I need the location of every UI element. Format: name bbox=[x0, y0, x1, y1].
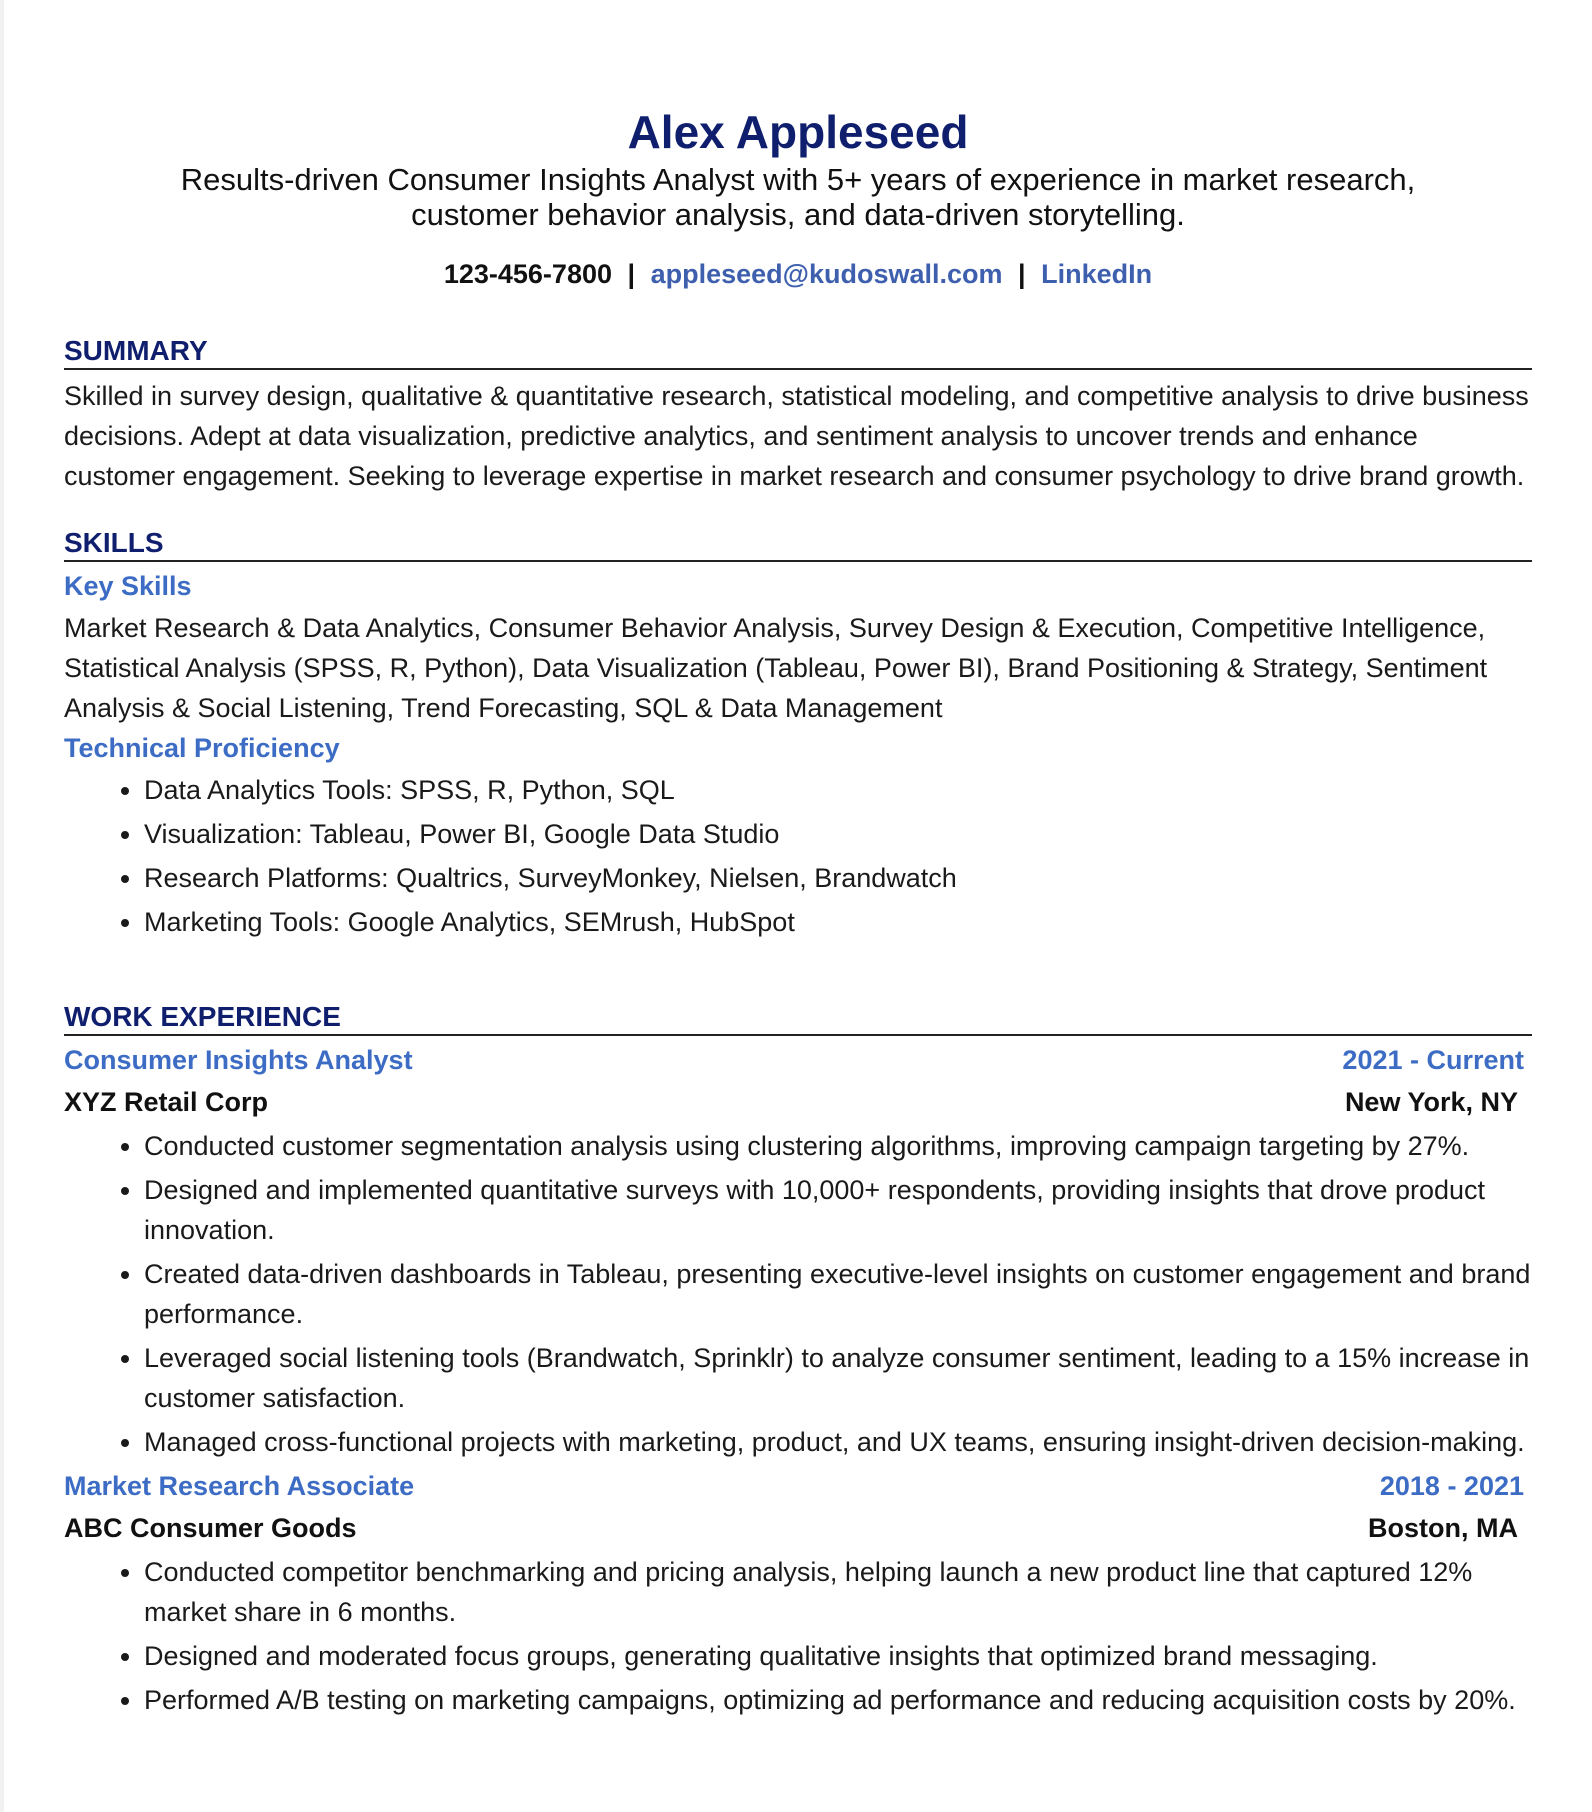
company-name: ABC Consumer Goods bbox=[64, 1513, 357, 1543]
list-item: • Research Platforms: Qualtrics, SurveyMonkey, Nielsen, Brandwatch bbox=[144, 858, 1532, 898]
tagline: Results-driven Consumer Insights Analyst with 5+ years of experience in market research, customer behavior analysis, and data-driven storytelling. bbox=[180, 162, 1416, 232]
contact-separator: | bbox=[627, 259, 636, 289]
phone-number: 123-456-7800 bbox=[443, 259, 612, 289]
email-link[interactable]: appleseed@kudoswall.com bbox=[650, 259, 1003, 289]
job-header bbox=[64, 1468, 1532, 1504]
summary-text: Skilled in survey design, qualitative & quantitative research, statistical modeling, and competitive analysis to drive business decisions. Adept at data visualization, predictive analytics, and sentiment analysis to uncover trends and enhance customer engagement. Seeking to leverage expertise in market research and consumer psychology to drive brand growth. bbox=[64, 381, 1529, 491]
list-item: • Designed and implemented quantitative surveys with 10,000+ respondents, providing insights that drove product innovation. bbox=[144, 1170, 1532, 1250]
technical-proficiency-title: Technical Proficiency bbox=[64, 733, 340, 763]
job-entry bbox=[64, 1468, 1532, 1720]
job-entry bbox=[64, 1042, 1532, 1462]
job-bullets bbox=[64, 1552, 1532, 1720]
company-row bbox=[64, 1508, 1532, 1548]
summary-title: SUMMARY bbox=[64, 334, 1532, 370]
job-bullets bbox=[64, 1126, 1532, 1462]
company-name: XYZ Retail Corp bbox=[64, 1087, 269, 1117]
contact-line bbox=[64, 256, 1532, 292]
job-dates: 2021 - Current bbox=[1342, 1045, 1524, 1075]
key-skills-text: Market Research & Data Analytics, Consumer Behavior Analysis, Survey Design & Execution, Competitive Intelligence, Statistical Analysis (SPSS, R, Python), Data Visualization (Tableau, Power BI), Brand Positioning & Strategy, Sentiment Analysis & Social Listening, Trend Forecasting, SQL & Data Management bbox=[64, 613, 1488, 723]
list-item: • Designed and moderated focus groups, generating qualitative insights that optimized brand messaging. bbox=[144, 1636, 1532, 1676]
job-header bbox=[64, 1042, 1532, 1078]
summary-section bbox=[64, 334, 1532, 496]
contact-separator: | bbox=[1018, 259, 1026, 289]
company-row bbox=[64, 1082, 1532, 1122]
work-title: WORK EXPERIENCE bbox=[64, 1000, 1532, 1036]
job-role: Consumer Insights Analyst bbox=[64, 1045, 413, 1075]
work-section bbox=[64, 1000, 1532, 1720]
skills-section bbox=[64, 526, 1532, 942]
job-dates: 2018 - 2021 bbox=[1379, 1471, 1524, 1501]
resume-header bbox=[64, 104, 1532, 292]
candidate-name: Alex Appleseed bbox=[627, 106, 969, 158]
list-item: • Created data-driven dashboards in Tableau, presenting executive-level insights on customer engagement and brand performance. bbox=[144, 1254, 1532, 1334]
list-item: • Visualization: Tableau, Power BI, Google Data Studio bbox=[144, 814, 1532, 854]
list-item: • Conducted competitor benchmarking and pricing analysis, helping launch a new product line that captured 12% market share in 6 months. bbox=[144, 1552, 1532, 1632]
key-skills-title: Key Skills bbox=[64, 571, 192, 601]
list-item: • Conducted customer segmentation analysis using clustering algorithms, improving campaign targeting by 27%. bbox=[144, 1126, 1532, 1166]
list-item: • Leveraged social listening tools (Brandwatch, Sprinklr) to analyze consumer sentiment, leading to a 15% increase in customer satisfaction. bbox=[144, 1338, 1532, 1418]
tech-list bbox=[64, 770, 1532, 942]
list-item: • Marketing Tools: Google Analytics, SEMrush, HubSpot bbox=[144, 902, 1532, 942]
skills-title: SKILLS bbox=[64, 526, 1532, 562]
job-location: Boston, MA bbox=[1368, 1513, 1518, 1543]
list-item: • Performed A/B testing on marketing campaigns, optimizing ad performance and reducing acquisition costs by 20%. bbox=[144, 1680, 1532, 1720]
job-role: Market Research Associate bbox=[64, 1471, 415, 1501]
linkedin-link[interactable]: LinkedIn bbox=[1041, 259, 1153, 289]
page-edge bbox=[0, 0, 4, 1812]
job-location: New York, NY bbox=[1344, 1087, 1518, 1117]
list-item: • Managed cross-functional projects with marketing, product, and UX teams, ensuring insight-driven decision-making. bbox=[144, 1422, 1532, 1462]
list-item: • Data Analytics Tools: SPSS, R, Python, SQL bbox=[144, 770, 1532, 810]
